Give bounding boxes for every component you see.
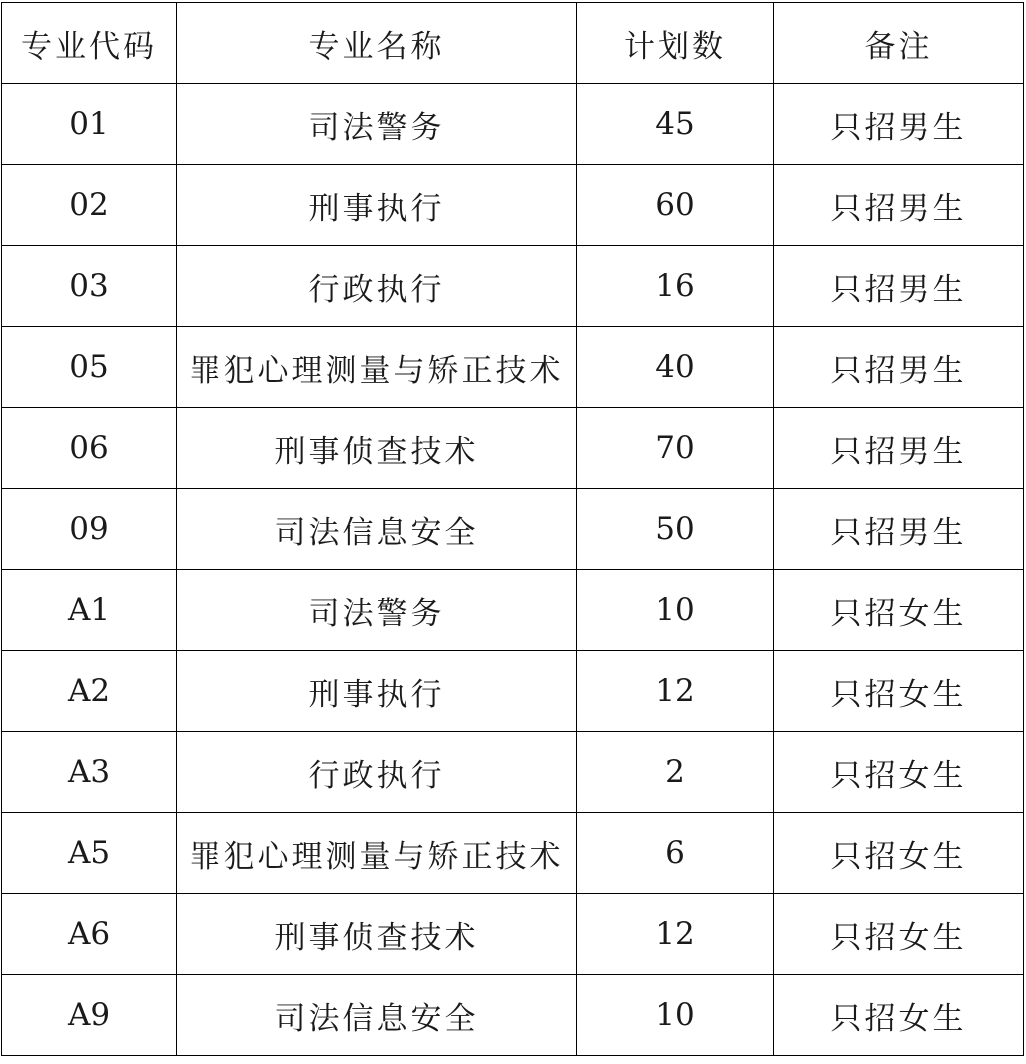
cell-major-code: 05 (2, 327, 177, 408)
cell-major-code: A2 (2, 651, 177, 732)
cell-plan-count: 70 (577, 408, 774, 489)
enrollment-plan-table-container (1, 2, 1024, 1056)
cell-remarks: 只招男生 (774, 408, 1024, 489)
cell-remarks: 只招女生 (774, 570, 1024, 651)
cell-remarks: 只招女生 (774, 975, 1024, 1056)
cell-plan-count: 10 (577, 975, 774, 1056)
cell-major-code: A3 (2, 732, 177, 813)
cell-remarks: 只招女生 (774, 732, 1024, 813)
cell-remarks: 只招女生 (774, 651, 1024, 732)
table-row (2, 489, 1024, 570)
table-row (2, 975, 1024, 1056)
cell-major-code: 09 (2, 489, 177, 570)
cell-major-name: 司法警务 (177, 570, 577, 651)
table-row (2, 408, 1024, 489)
table-row (2, 570, 1024, 651)
table-row (2, 165, 1024, 246)
cell-major-name: 罪犯心理测量与矫正技术 (177, 327, 577, 408)
header-major-name: 专业名称 (177, 3, 577, 84)
cell-plan-count: 6 (577, 813, 774, 894)
cell-plan-count: 45 (577, 84, 774, 165)
cell-plan-count: 16 (577, 246, 774, 327)
cell-major-name: 刑事侦查技术 (177, 894, 577, 975)
table-row (2, 327, 1024, 408)
cell-plan-count: 10 (577, 570, 774, 651)
cell-major-name: 司法信息安全 (177, 975, 577, 1056)
header-major-code: 专业代码 (2, 3, 177, 84)
cell-major-code: 01 (2, 84, 177, 165)
cell-major-code: A6 (2, 894, 177, 975)
table-row (2, 651, 1024, 732)
cell-major-name: 罪犯心理测量与矫正技术 (177, 813, 577, 894)
cell-remarks: 只招男生 (774, 246, 1024, 327)
cell-major-name: 司法信息安全 (177, 489, 577, 570)
cell-remarks: 只招男生 (774, 327, 1024, 408)
cell-major-name: 司法警务 (177, 84, 577, 165)
cell-remarks: 只招女生 (774, 813, 1024, 894)
cell-major-code: 02 (2, 165, 177, 246)
cell-remarks: 只招男生 (774, 489, 1024, 570)
table-row (2, 813, 1024, 894)
cell-major-name: 刑事执行 (177, 165, 577, 246)
cell-plan-count: 2 (577, 732, 774, 813)
cell-remarks: 只招女生 (774, 894, 1024, 975)
table-row (2, 894, 1024, 975)
cell-major-name: 刑事侦查技术 (177, 408, 577, 489)
cell-plan-count: 50 (577, 489, 774, 570)
cell-remarks: 只招男生 (774, 165, 1024, 246)
enrollment-plan-table (1, 2, 1024, 1056)
cell-plan-count: 12 (577, 894, 774, 975)
cell-major-code: A1 (2, 570, 177, 651)
table-row (2, 84, 1024, 165)
cell-plan-count: 40 (577, 327, 774, 408)
cell-major-code: 06 (2, 408, 177, 489)
cell-remarks: 只招男生 (774, 84, 1024, 165)
table-header-row (2, 3, 1024, 84)
cell-major-name: 行政执行 (177, 246, 577, 327)
table-row (2, 732, 1024, 813)
cell-major-code: A9 (2, 975, 177, 1056)
table-row (2, 246, 1024, 327)
cell-major-name: 刑事执行 (177, 651, 577, 732)
header-remarks: 备注 (774, 3, 1024, 84)
cell-plan-count: 60 (577, 165, 774, 246)
cell-major-code: A5 (2, 813, 177, 894)
cell-major-name: 行政执行 (177, 732, 577, 813)
cell-plan-count: 12 (577, 651, 774, 732)
cell-major-code: 03 (2, 246, 177, 327)
header-plan-count: 计划数 (577, 3, 774, 84)
